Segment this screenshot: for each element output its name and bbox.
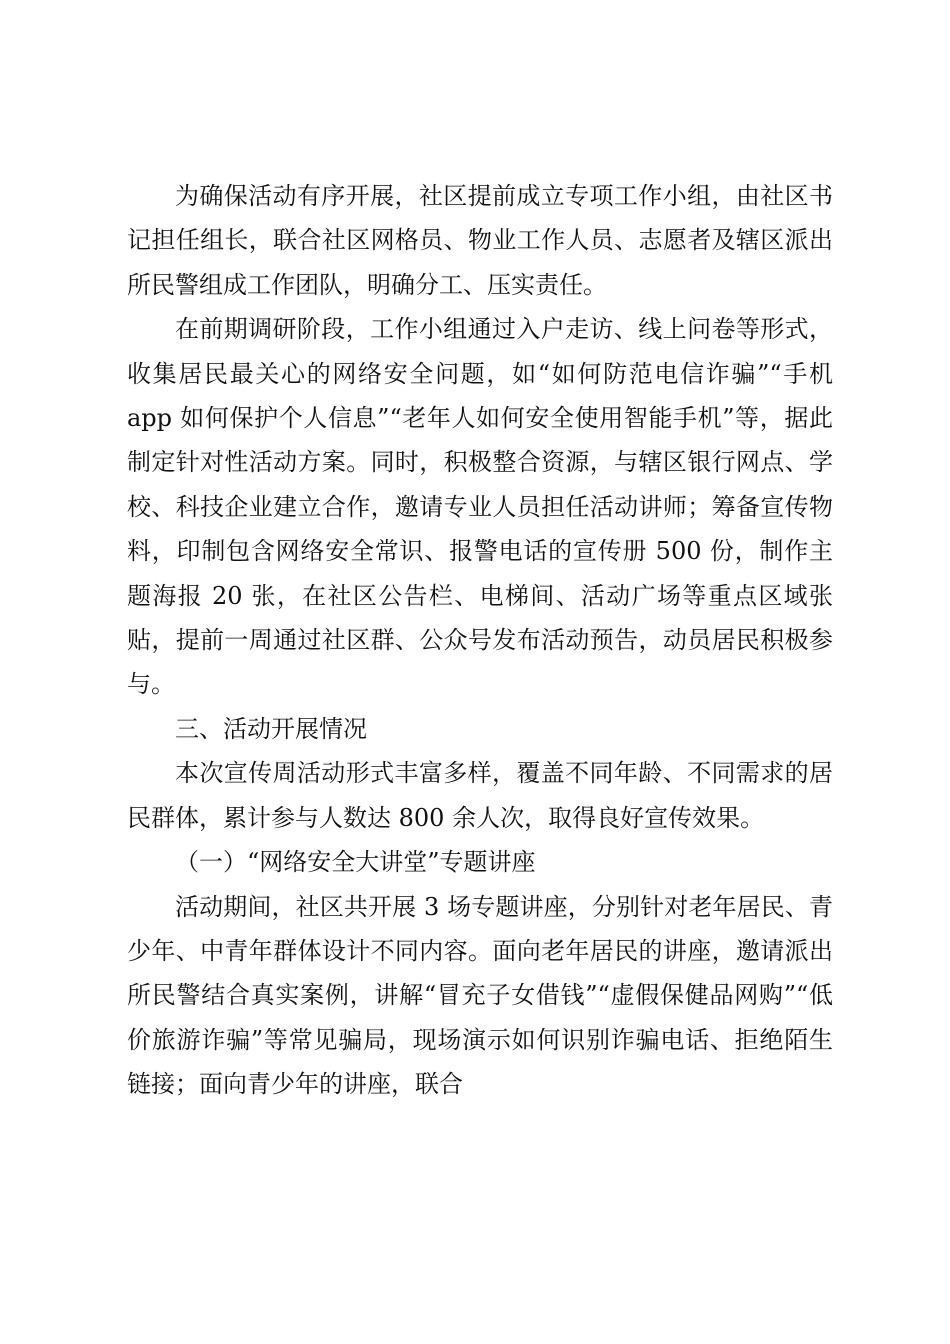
paragraph-lectures: 活动期间，社区共开展 3 场专题讲座，分别针对老年居民、青少年、中青年群体设计不同内容。面向老年居民的讲座，邀请派出所民警结合真实案例，讲解“冒充子女借钱”“虚假保健品网购”“低价旅游诈骗”等常见骗局，现场演示如何识别诈骗电话、拒绝陌生链接；面向青少年的讲座，联合 <box>127 892 833 1099</box>
paragraph-preparation: 在前期调研阶段，工作小组通过入户走访、线上问卷等形式，收集居民最关心的网络安全问题，如“如何防范电信诈骗”“手机 app 如何保护个人信息”“老年人如何安全使用智能手机”等，据此制定针对性活动方案。同时，积极整合资源，与辖区银行网点、学校、科技企业建立合作，邀请专业人员担任活动讲师；筹备宣传物料，印制包含网络安全常识、报警电话的宣传册 500 份，制作主题海报 20 张，在社区公告栏、电梯间、活动广场等重点区域张贴，提前一周通过社区群、公众号发布活动预告，动员居民积极参与。 <box>127 315 833 699</box>
paragraph-work-team: 为确保活动有序开展，社区提前成立专项工作小组，由社区书记担任组长，联合社区网格员、物业工作人员、志愿者及辖区派出所民警组成工作团队，明确分工、压实责任。 <box>127 182 833 299</box>
document-body <box>127 174 833 1107</box>
section-heading: 三、活动开展情况 <box>175 714 367 743</box>
subsection-heading: （一）“网络安全大讲堂”专题讲座 <box>175 848 536 877</box>
paragraph-activity-overview: 本次宣传周活动形式丰富多样，覆盖不同年龄、不同需求的居民群体，累计参与人数达 800 余人次，取得良好宣传效果。 <box>127 759 833 832</box>
